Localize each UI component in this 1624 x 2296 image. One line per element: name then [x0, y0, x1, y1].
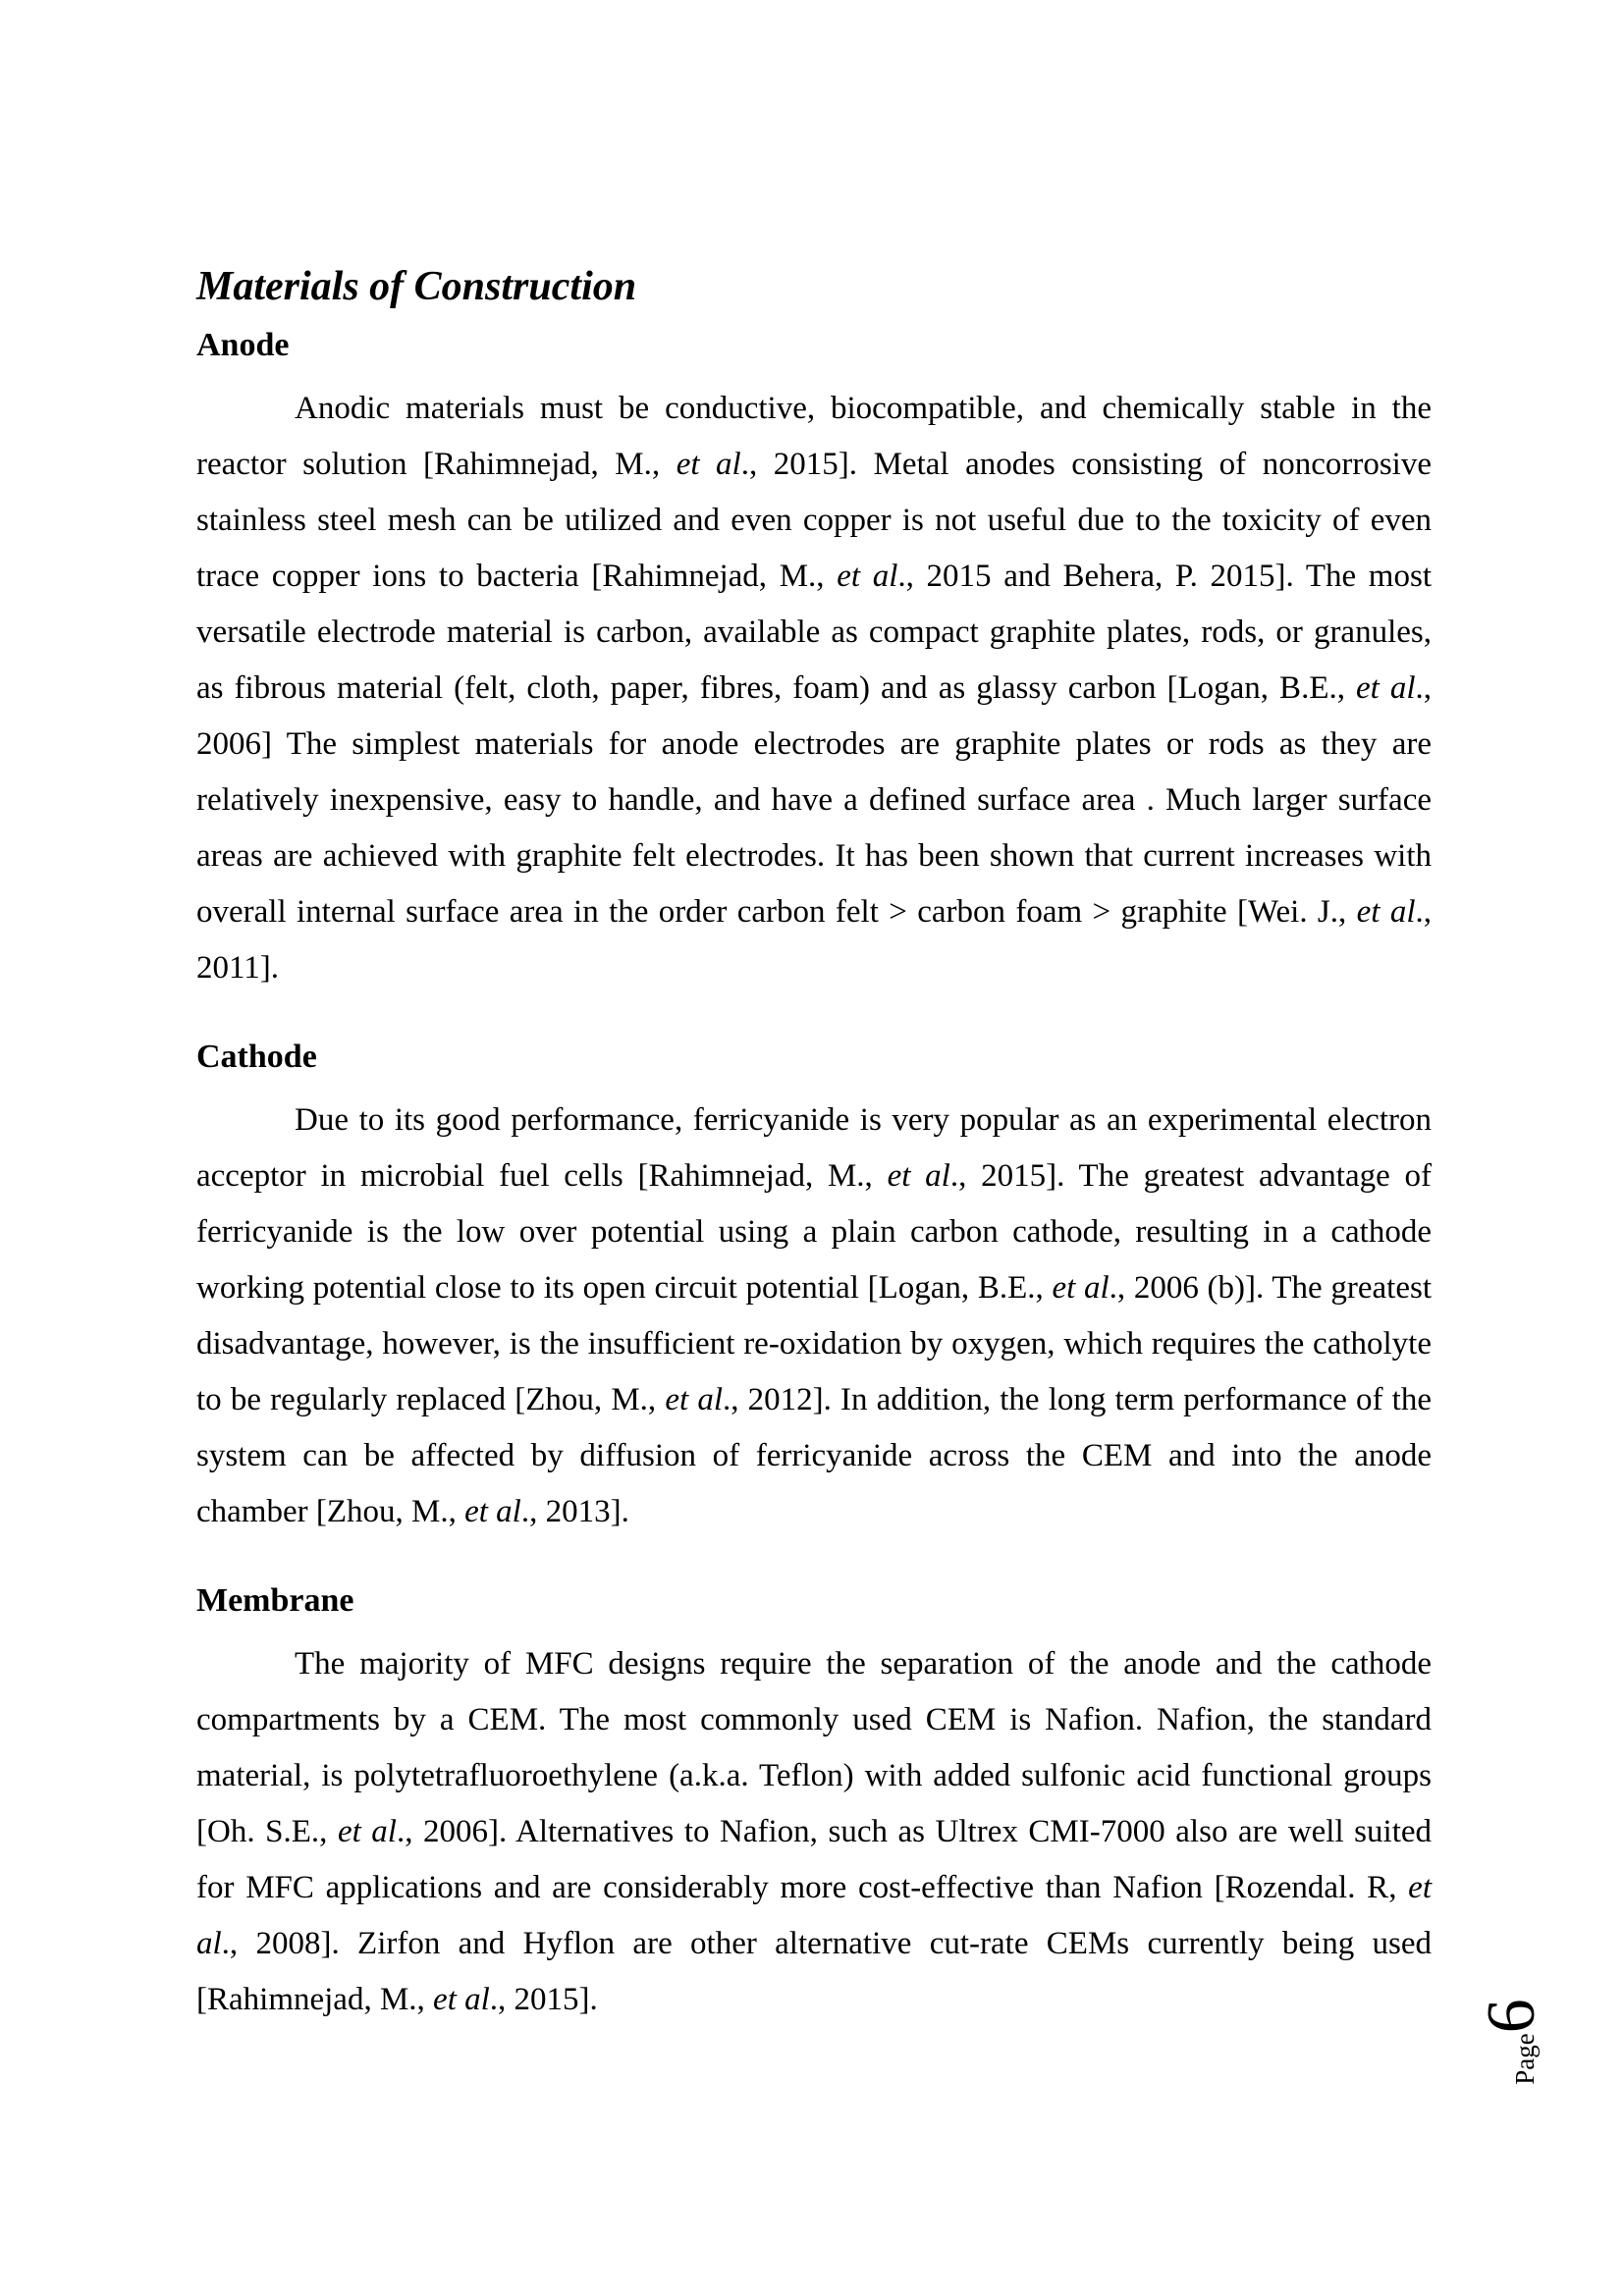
- section-membrane: [196, 1581, 1432, 2028]
- page-number-text: [1474, 1999, 1549, 2085]
- section-heading-anode: Anode: [196, 327, 290, 363]
- paragraph-anode: Anodic materials must be conductive, biocompatible, and chemically stable in the reactor solution [Rahimnejad, M., et al., 2015]. Metal anodes consisting of noncorrosive stainless steel mesh can be utilized and even copper is not useful due to the toxicity of even trace copper ions to bacteria [Rahimnejad, M., et al., 2015 and Behera, P. 2015]. The most versatile electrode material is carbon, available as compact graphite plates, rods, or granules, as fibrous material (felt, cloth, paper, fibres, foam) and as glassy carbon [Logan, B.E., et al., 2006] The simplest materials for anode electrodes are graphite plates or rods as they are relatively inexpensive, easy to handle, and have a defined surface area . Much larger surface areas are achieved with graphite felt electrodes. It has been shown that current increases with overall internal surface area in the order carbon felt > carbon foam > graphite [Wei. J., et al., 2011].: [196, 391, 1432, 986]
- section-heading-membrane: Membrane: [196, 1582, 354, 1619]
- section-cathode: [196, 1038, 1432, 1540]
- document-title: Materials of Construction: [196, 264, 637, 309]
- page-number-label: Page: [1510, 2033, 1540, 2085]
- section-heading-cathode: Cathode: [196, 1039, 317, 1075]
- page-number-value: 6: [1474, 1999, 1549, 2034]
- paragraph-cathode: Due to its good performance, ferricyanide is very popular as an experimental electron acceptor in microbial fuel cells [Rahimnejad, M., et al., 2015]. The greatest advantage of ferricyanide is the low over potential using a plain carbon cathode, resulting in a cathode working potential close to its open circuit potential [Logan, B.E., et al., 2006 (b)]. The greatest disadvantage, however, is the insufficient re-oxidation by oxygen, which requires the catholyte to be regularly replaced [Zhou, M., et al., 2012]. In addition, the long term performance of the system can be affected by diffusion of ferricyanide across the CEM and into the anode chamber [Zhou, M., et al., 2013].: [196, 1102, 1433, 1529]
- document-body: [196, 263, 1432, 2028]
- section-anode: [196, 326, 1432, 996]
- page-number: [1438, 1968, 1586, 2115]
- paragraph-membrane: The majority of MFC designs require the separation of the anode and the cathode compartments by a CEM. The most commonly used CEM is Nafion. Nafion, the standard material, is polytetrafluoroethylene (a.k.a. Teflon) with added sulfonic acid functional groups [Oh. S.E., et al., 2006]. Alternatives to Nafion, such as Ultrex CMI-7000 also are well suited for MFC applications and are considerably more cost-effective than Nafion [Rozendal. R, et al., 2008]. Zirfon and Hyflon are other alternative cut-rate CEMs currently being used [Rahimnejad, M., et al., 2015].: [196, 1646, 1433, 2017]
